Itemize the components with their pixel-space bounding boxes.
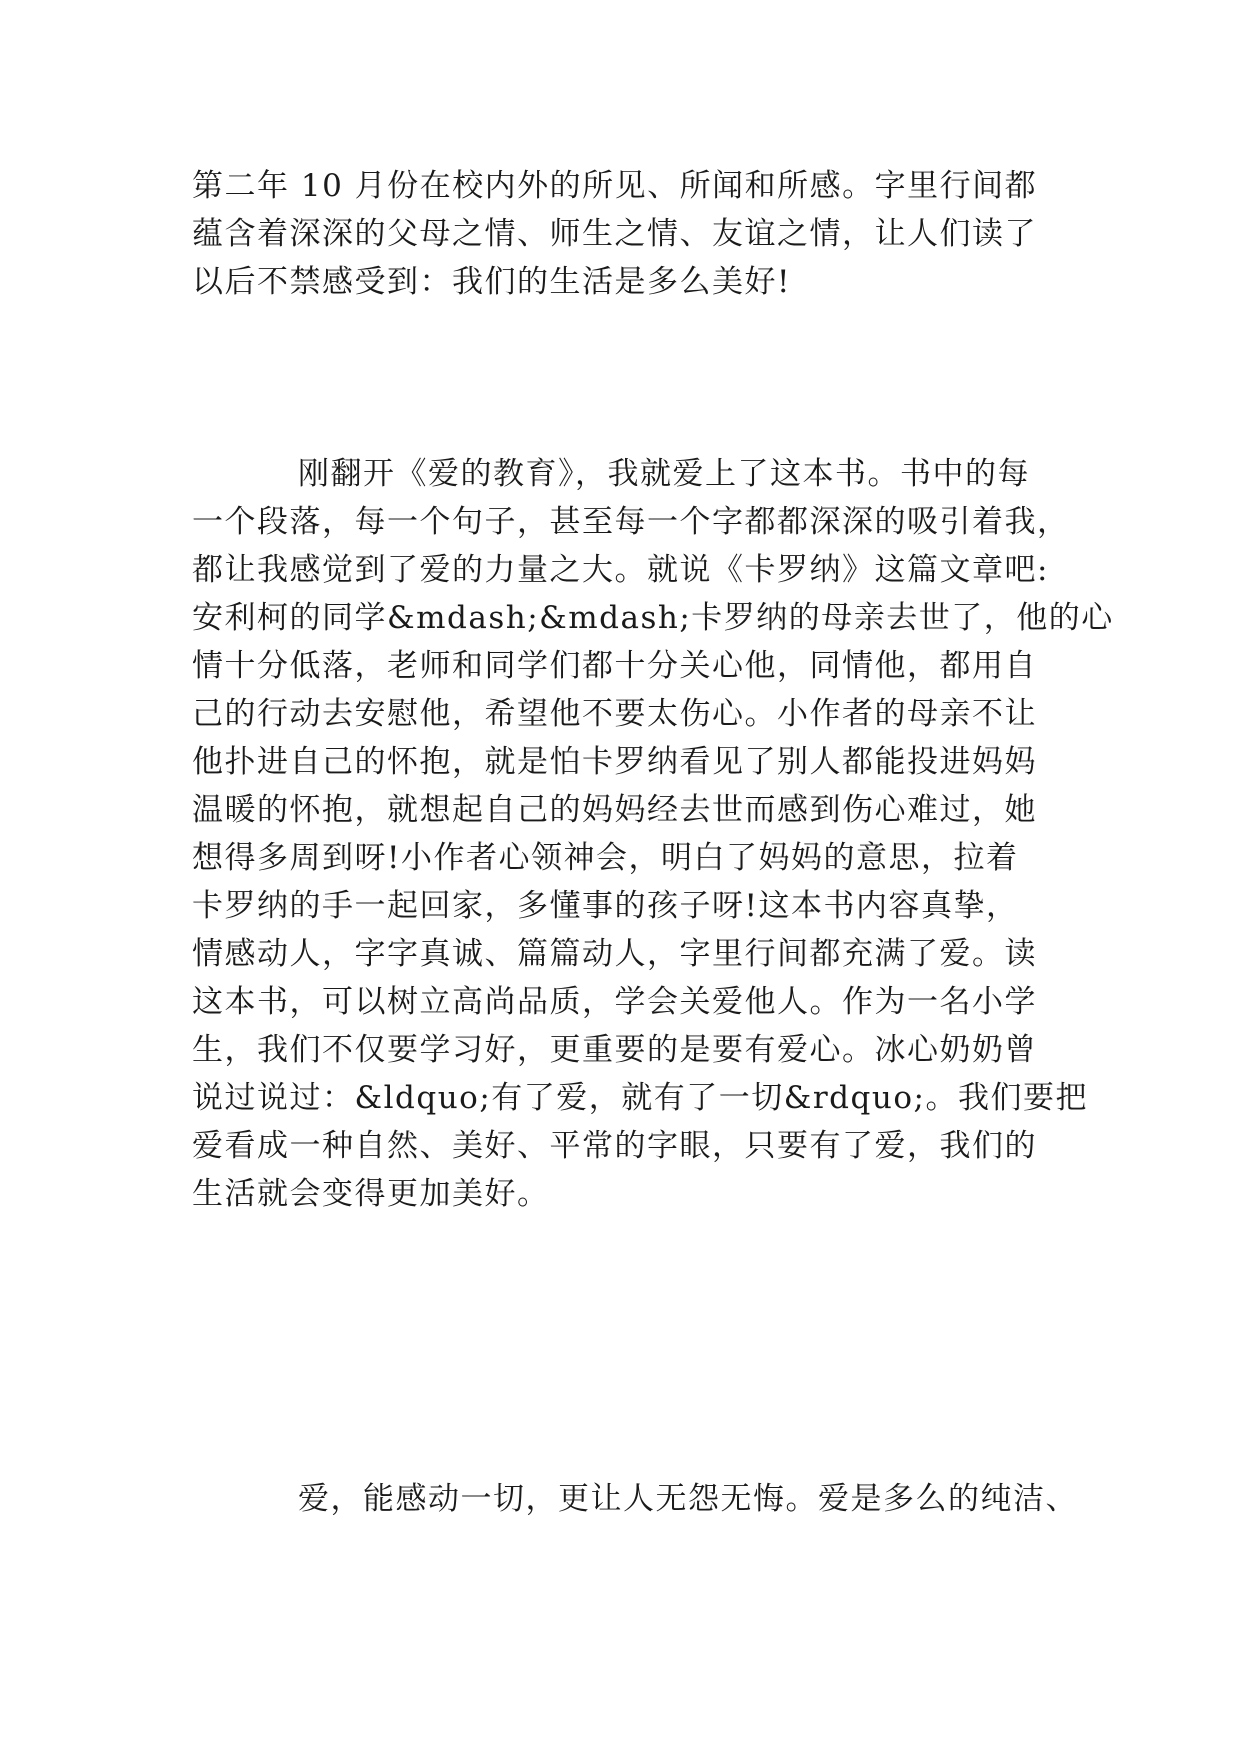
text-line: 一个段落，每一个句子，甚至每一个字都都深深的吸引着我， — [192, 504, 1070, 540]
text-line: 爱，能感动一切，更让人无怨无悔。爱是多么的纯洁、 — [298, 1481, 1078, 1517]
text-line: 爱看成一种自然、美好、平常的字眼，只要有了爱，我们的 — [192, 1128, 1037, 1164]
text-line: 温暖的怀抱，就想起自己的妈妈经去世而感到伤心难过，她 — [192, 792, 1037, 828]
text-line: 说过说过：&ldquo;有了爱，就有了一切&rdquo;。我们要把 — [192, 1080, 1088, 1116]
text-line: 刚翻开《爱的教育》，我就爱上了这本书。书中的每 — [298, 456, 1030, 492]
text-line: 情十分低落，老师和同学们都十分关心他，同情他，都用自 — [192, 648, 1037, 684]
text-line: 生活就会变得更加美好。 — [192, 1176, 550, 1212]
paragraph-love — [192, 1475, 1078, 1523]
text-line: 这本书，可以树立高尚品质，学会关爱他人。作为一名小学 — [192, 984, 1037, 1020]
text-line: 想得多周到呀!小作者心领神会，明白了妈妈的意思，拉着 — [192, 840, 1019, 876]
text-line: 卡罗纳的手一起回家，多懂事的孩子呀!这本书内容真挚， — [192, 888, 1019, 924]
paragraph-continuation — [192, 162, 1062, 306]
text-line: 他扑进自己的怀抱，就是怕卡罗纳看见了别人都能投进妈妈 — [192, 744, 1037, 780]
text-line: 己的行动去安慰他，希望他不要太伤心。小作者的母亲不让 — [192, 696, 1037, 732]
text-line: 安利柯的同学&mdash;&mdash;卡罗纳的母亲去世了，他的心 — [192, 600, 1114, 636]
text-line: 生，我们不仅要学习好，更重要的是要有爱心。冰心奶奶曾 — [192, 1032, 1037, 1068]
text-line: 都让我感觉到了爱的力量之大。就说《卡罗纳》这篇文章吧: — [192, 552, 1049, 588]
text-line: 蕴含着深深的父母之情、师生之情、友谊之情，让人们读了 — [192, 216, 1037, 252]
text-line: 以后不禁感受到：我们的生活是多么美好! — [192, 264, 791, 300]
paragraph-book-review — [192, 450, 1114, 1218]
text-line: 情感动人，字字真诚、篇篇动人，字里行间都充满了爱。读 — [192, 936, 1037, 972]
text-line: 第二年 10 月份在校内外的所见、所闻和所感。字里行间都 — [192, 168, 1038, 204]
